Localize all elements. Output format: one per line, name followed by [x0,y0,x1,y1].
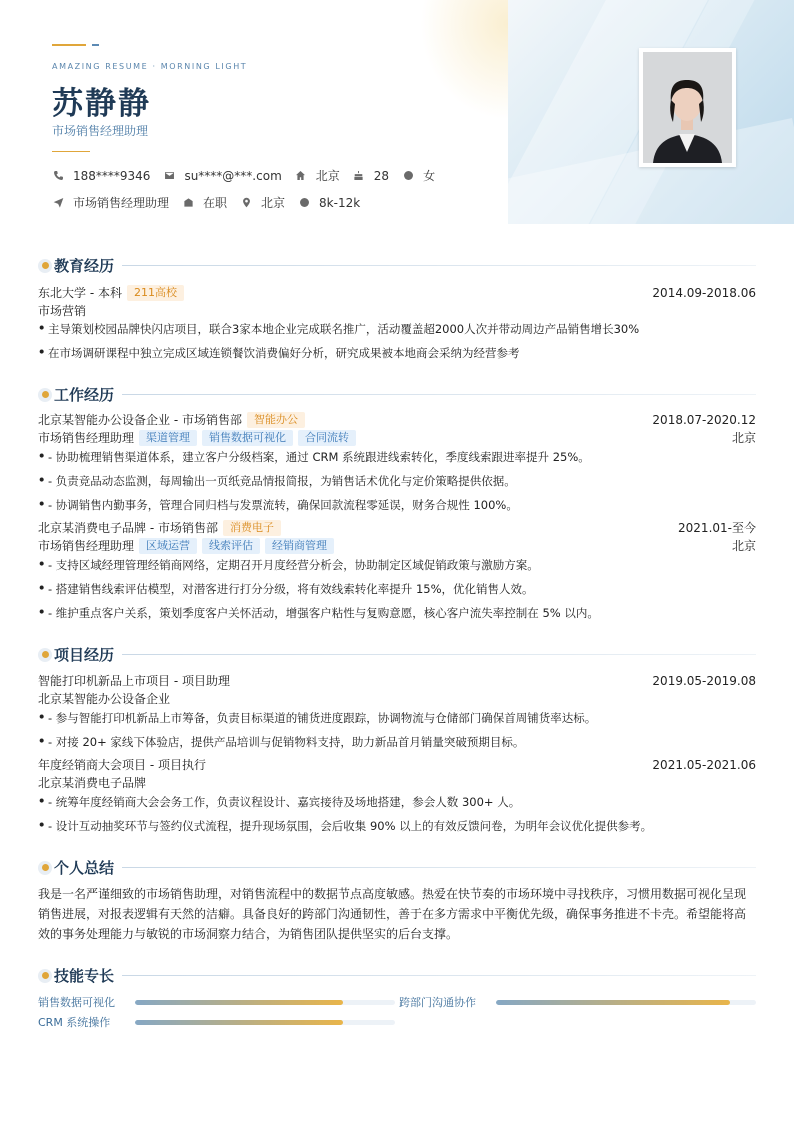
list-item: • - 协助梳理销售渠道体系，建立客户分级档案，通过 CRM 系统跟进线索转化，季度线索跟进率提升 25%。 [38,449,590,464]
candidate-name: 苏静静 [52,86,151,122]
job-header [38,411,756,428]
section-title: 个人总结 [54,859,115,877]
cake-icon [353,170,365,182]
company-name: 北京某消费电子品牌 - 市场销售部 [38,521,218,535]
project-date: 2019.05-2019.08 [652,673,756,688]
project-org: 北京某智能办公设备企业 [38,692,171,706]
phone-info [52,169,150,183]
salary-icon [298,197,310,209]
project-org: 北京某消费电子品牌 [38,776,147,790]
list-item: • - 对接 20+ 家线下体验店，提供产品培训与促销物料支持，助力新品首月销量突破预期目标。 [38,734,525,749]
skill-tag: 线索评估 [202,538,260,554]
age-text: 28 [373,168,390,183]
intent-city-info [240,194,285,211]
section-work [38,384,756,405]
project-date: 2021.05-2021.06 [652,757,756,772]
mail-icon [163,170,175,182]
section-projects [38,644,756,665]
school-tag: 211高校 [127,285,184,301]
accent-lines [52,34,99,53]
status-info [182,194,227,211]
list-item: • - 负责竞品动态监测，每周输出一页纸竞品情报简报，为销售话术优化与定价策略提供依据。 [38,473,516,488]
list-item: • - 设计互动抽奖环节与签约仪式流程，提升现场氛围，会后收集 90% 以上的有效反馈问卷，为明年会议优化提供参考。 [38,818,653,833]
city-info [295,167,340,184]
target-position: 市场销售经理助理 [52,124,149,138]
salary-info [298,196,360,210]
section-skills [38,965,756,986]
section-title: 工作经历 [54,386,115,404]
skill-name: CRM 系统操作 [38,1016,111,1029]
section-title: 技能专长 [54,967,115,985]
major: 市场营销 [38,304,87,318]
skill-tag: 区域运营 [139,538,197,554]
job-city: 北京 [731,431,756,445]
list-item: • - 参与智能打印机新品上市筹备，负责目标渠道的铺货进度跟踪，协调物流与仓储部门确保首周铺货率达标。 [38,710,597,725]
email-info [163,169,281,183]
skill-tag: 经销商管理 [265,538,334,554]
section-title: 项目经历 [54,646,115,664]
project-header [38,756,756,773]
age-info [353,169,389,183]
skill-bar [496,1000,756,1005]
industry-tag: 消费电子 [223,520,281,536]
location-icon [240,197,252,209]
job-role-row [38,537,756,554]
project-name: 智能打印机新品上市项目 - 项目助理 [38,674,230,688]
project-org-row [38,690,756,707]
phone-text: 188****9346 [73,168,151,183]
list-item: • - 协调销售内勤事务，管理合同归档与发票流转，确保回款流程零延误，财务合规性 100%。 [38,497,518,512]
skill-name: 跨部门沟通协作 [399,996,476,1009]
job-intent-row [52,194,373,211]
job-role-row [38,429,756,446]
job-role: 市场销售经理助理 [38,431,135,445]
intent-position-text: 市场销售经理助理 [73,196,170,210]
email-text: su****@***.com [184,168,282,183]
job-header [38,519,756,536]
city-text: 北京 [315,169,340,183]
school-name: 东北大学 - 本科 [38,286,122,300]
skill-item [38,994,395,1010]
skill-tag: 渠道管理 [139,430,197,446]
resume-kicker: AMAZING RESUME · MORNING LIGHT [52,62,248,71]
status-icon [182,197,194,209]
list-item: • 主导策划校园品牌快闪店项目，联合3家本地企业完成联名推广，活动覆盖超2000人次并带动周边产品销售增长30% [38,321,640,336]
section-education [38,255,756,276]
education-date: 2014.09-2018.06 [652,285,756,300]
project-header [38,672,756,689]
skill-item [38,1014,395,1030]
list-item: • - 维护重点客户关系，策划季度客户关怀活动，增强客户粘性与复购意愿，核心客户流失率控制在 5% 以内。 [38,605,599,620]
project-org-row [38,774,756,791]
section-title: 教育经历 [54,257,115,275]
gender-icon [402,170,414,182]
intent-city-text: 北京 [261,196,286,210]
status-text: 在职 [203,196,228,210]
company-name: 北京某智能办公设备企业 - 市场销售部 [38,413,242,427]
job-date: 2021.01-至今 [678,521,756,535]
home-icon [295,170,307,182]
education-header [38,284,756,301]
skill-item [399,994,756,1010]
skill-bar [135,1000,395,1005]
list-item: • - 支持区域经理管理经销商网络，定期召开月度经营分析会，协助制定区域促销政策与激励方案。 [38,557,539,572]
portrait-image [643,52,732,163]
project-name: 年度经销商大会项目 - 项目执行 [38,758,206,772]
job-role: 市场销售经理助理 [38,539,135,553]
industry-tag: 智能办公 [247,412,305,428]
job-city: 北京 [731,539,756,553]
gender-text: 女 [423,169,436,183]
profile-photo [639,48,736,167]
skill-bar [135,1020,395,1025]
phone-icon [52,170,64,182]
list-item: • 在市场调研课程中独立完成区域连锁餐饮消费偏好分析，研究成果被本地商会采纳为经营参考 [38,345,520,360]
skill-tag: 销售数据可视化 [202,430,293,446]
contact-row [52,167,448,184]
summary-text: 我是一名严谨细致的市场销售助理，对销售流程中的数据节点高度敏感。热爱在快节奏的市场环境中寻找秩序，习惯用数据可视化呈现销售进展，对报表逻辑有天然的洁癖。具备良好的跨部门沟通韧性，善于在多方需求中平衡优先级，确保事务推进不卡壳。希望能将高效的事务处理能力与敏锐的市场洞察力结合，为销售团队提供坚实的后台支撑。 [38,887,747,941]
major-row [38,302,756,319]
send-icon [52,197,64,209]
skill-tag: 合同流转 [298,430,356,446]
job-date: 2018.07-2020.12 [652,412,756,427]
list-item: • - 统筹年度经销商大会会务工作，负责议程设计、嘉宾接待及场地搭建，参会人数 300+ 人。 [38,794,521,809]
intent-position-info [52,194,169,211]
section-summary [38,857,756,878]
skill-name: 销售数据可视化 [38,996,115,1009]
list-item: • - 搭建销售线索评估模型，对潜客进行打分分级，将有效线索转化率提升 15%，优化销售人效。 [38,581,534,596]
gender-info [402,167,435,184]
divider [52,151,90,152]
salary-text: 8k-12k [319,195,361,210]
